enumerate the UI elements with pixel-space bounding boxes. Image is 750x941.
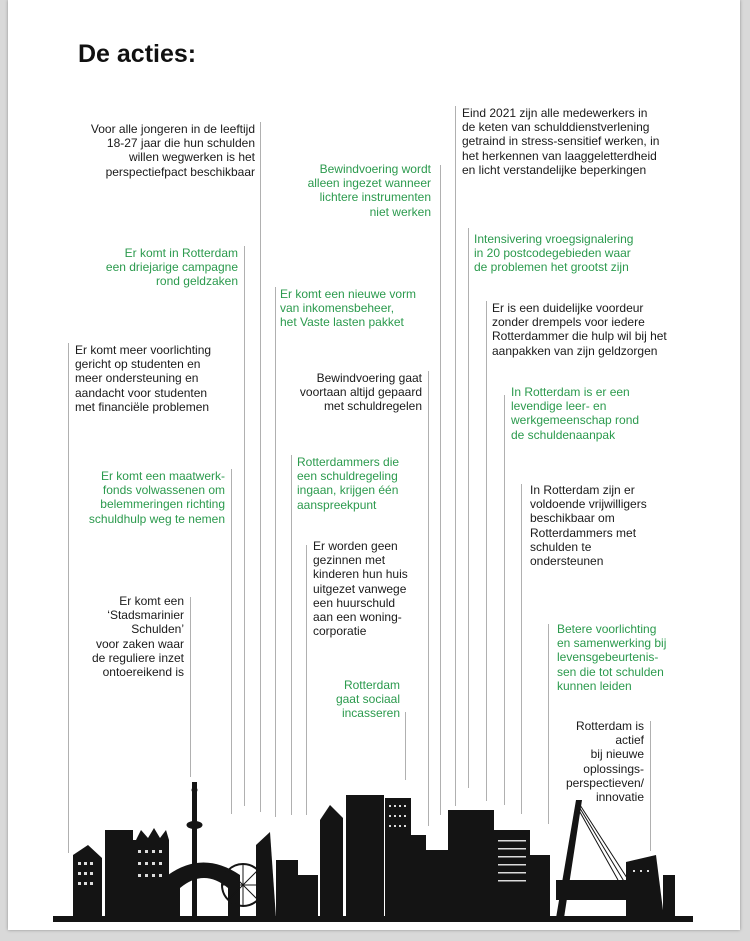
action-text: Er is een duidelijke voordeur zonder drempels voor iedere Rotterdammer die hulp wil bij het aanpakken van zijn geldzorgen [492,301,667,358]
action-text: Rotterdam gaat sociaal incasseren [335,678,400,721]
action-text: Er komt in Rotterdam een driejarige campagne rond geldzaken [105,246,238,289]
action-text: In Rotterdam zijn er voldoende vrijwilligers beschikbaar om Rotterdammers met schulden te ondersteunen [530,483,647,569]
action-text: Er komt een ‘Stadsmarinier Schulden’ voor zaken waar de reguliere inzet ontoereikend is [91,594,184,680]
action-text: Er komt een maatwerk- fonds volwassenen om belemmeringen richting schuldhulp weg te nemen [88,469,225,526]
action-text: Bewindvoering wordt alleen ingezet wanneer lichtere instrumenten niet werken [307,162,431,219]
action-text: Rotterdammers die een schuldregeling ingaan, krijgen één aanspreekpunt [297,455,400,512]
action-text: In Rotterdam is er een levendige leer- en werkgemeenschap rond de schuldenaanpak [511,385,640,442]
action-text: Betere voorlichting en samenwerking bij levensgebeurtenis- sen die tot schulden kunnen leiden [557,622,667,693]
action-text: Er worden geen gezinnen met kinderen hun huis uitgezet vanwege een huurschuld aan een woning- corporatie [313,539,408,639]
action-text: Er komt een nieuwe vorm van inkomensbeheer, het Vaste lasten pakket [280,287,417,330]
action-text: Voor alle jongeren in de leeftijd 18-27 jaar die hun schulden willen wegwerken is het perspectiefpact beschikbaar [90,122,255,179]
action-text: Eind 2021 zijn alle medewerkers in de keten van schulddienstverlening getraind in stress-sensitief werken, in het herkennen van laaggeletterdheid en licht verstandelijke beperkingen [462,106,660,177]
action-text: Rotterdam is actief bij nieuwe oplossings- perspectieven/ innovatie [565,719,644,805]
action-text: Intensivering vroegsignalering in 20 postcodegebieden waar de problemen het grootst zijn [474,232,634,275]
rotterdam-skyline-illustration [8,0,740,930]
action-text: Bewindvoering gaat voortaan altijd gepaard met schuldregelen [299,371,422,414]
page-title: De acties: [78,40,197,68]
document-page [8,0,740,930]
action-text: Er komt meer voorlichting gericht op studenten en meer ondersteuning en aandacht voor studenten met financiële problemen [75,343,212,414]
